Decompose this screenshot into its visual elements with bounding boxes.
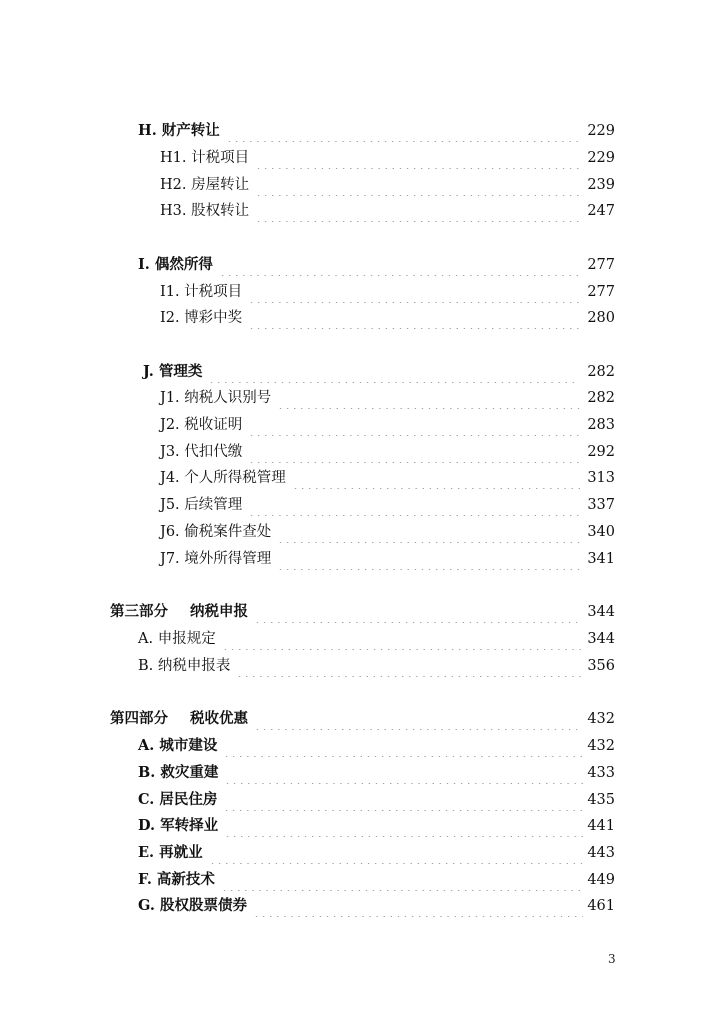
toc-entry-label: H2. 房屋转让: [160, 177, 250, 193]
toc-entry-label: A. 城市建设: [138, 737, 218, 754]
toc-entry[interactable]: [160, 548, 615, 570]
dot-leader: [277, 548, 583, 570]
toc-entry-subtitle: 税收优惠: [190, 710, 248, 727]
toc-entry-page: 449: [587, 872, 615, 888]
toc-entry-page: 432: [587, 738, 615, 754]
toc-entry-label: J1. 纳税人识别号: [160, 390, 272, 406]
toc-entry[interactable]: [138, 762, 615, 784]
toc-entry-label: F. 高新技术: [138, 871, 215, 888]
toc-entry[interactable]: [138, 735, 615, 757]
toc-entry[interactable]: [160, 467, 615, 489]
dot-leader: [248, 414, 583, 436]
dot-leader: [277, 521, 583, 543]
toc-entry-page: 341: [587, 551, 615, 567]
toc-entry-label: H3. 股权转让: [160, 203, 250, 219]
toc-entry-page: 432: [587, 711, 615, 727]
dot-leader: [209, 842, 584, 864]
toc-entry-label: I. 偶然所得: [138, 256, 213, 273]
dot-leader: [292, 467, 584, 489]
dot-leader: [223, 789, 583, 811]
toc-entry-page: 277: [587, 284, 615, 300]
toc-entry[interactable]: [138, 120, 615, 142]
toc-entry[interactable]: [110, 601, 615, 623]
dot-leader: [248, 281, 583, 303]
toc-entry-page: 433: [587, 765, 615, 781]
toc-entry-page: 435: [587, 792, 615, 808]
toc-entry-label: I2. 博彩中奖: [160, 310, 243, 326]
toc-entry-page: 229: [587, 150, 615, 166]
toc-entry-page: 229: [587, 123, 615, 139]
toc-entry[interactable]: [160, 441, 615, 463]
toc-entry-page: 280: [587, 310, 615, 326]
dot-leader: [255, 147, 583, 169]
dot-leader: [253, 895, 583, 917]
toc-entry[interactable]: [160, 494, 615, 516]
toc-entry-page: 356: [587, 658, 615, 674]
dot-leader: [208, 361, 575, 383]
toc-entry-label: I1. 计税项目: [160, 284, 243, 300]
toc-entry-label: 第三部分: [110, 603, 168, 620]
toc-entry[interactable]: [110, 708, 615, 730]
dot-leader: [248, 441, 583, 463]
toc-entry-label: D. 军转择业: [138, 817, 219, 834]
toc-entry-page: 340: [587, 524, 615, 540]
toc-entry-label: J2. 税收证明: [160, 417, 243, 433]
toc-entry[interactable]: [143, 361, 615, 383]
toc-entry[interactable]: [138, 815, 615, 837]
toc-entry-label: C. 居民住房: [138, 791, 218, 808]
toc-entry-label: B. 救灾重建: [138, 764, 219, 781]
dot-leader: [255, 174, 583, 196]
toc-entry-page: 461: [587, 898, 615, 914]
toc-entry-page: 247: [587, 203, 615, 219]
toc-entry[interactable]: [160, 147, 615, 169]
toc-entry-label: J6. 偷税案件查处: [160, 524, 272, 540]
toc-entry-page: 313: [587, 470, 615, 486]
toc-entry[interactable]: [138, 628, 615, 650]
toc-entry[interactable]: [138, 789, 615, 811]
toc-entry-page: 443: [587, 845, 615, 861]
toc-entry-page: 344: [587, 631, 615, 647]
dot-leader: [277, 387, 583, 409]
dot-leader: [255, 200, 583, 222]
dot-leader: [221, 869, 583, 891]
toc-entry[interactable]: [160, 387, 615, 409]
toc-entry-label: J5. 后续管理: [160, 497, 243, 513]
toc-entry[interactable]: [138, 655, 615, 677]
toc-entry[interactable]: [138, 895, 615, 917]
toc-entry-label: H. 财产转让: [138, 122, 220, 139]
dot-leader: [254, 601, 583, 623]
toc-entry-label: A. 申报规定: [138, 631, 216, 647]
dot-leader: [248, 494, 583, 516]
dot-leader: [224, 762, 583, 784]
toc-entry-page: 337: [587, 497, 615, 513]
dot-leader: [223, 735, 583, 757]
toc-entry[interactable]: [138, 842, 615, 864]
toc-entry-label: J7. 境外所得管理: [160, 551, 272, 567]
toc-entry-page: 282: [587, 364, 615, 380]
toc-entry-label: J4. 个人所得税管理: [160, 470, 286, 486]
dot-leader: [224, 815, 583, 837]
dot-leader: [248, 307, 583, 329]
toc-entry[interactable]: [138, 254, 615, 276]
toc-entry[interactable]: [160, 281, 615, 303]
toc-entry-page: 292: [587, 444, 615, 460]
toc-entry[interactable]: [160, 414, 615, 436]
toc-entry-label: 第四部分: [110, 710, 168, 727]
toc-entry-page: 277: [587, 257, 615, 273]
toc-entry-page: 441: [587, 818, 615, 834]
toc-entry[interactable]: [160, 200, 615, 222]
toc-entry[interactable]: [160, 307, 615, 329]
toc-entry-page: 344: [587, 604, 615, 620]
toc-entry-page: 283: [587, 417, 615, 433]
dot-leader: [254, 708, 583, 730]
dot-leader: [226, 120, 584, 142]
toc-entry-subtitle: 纳税申报: [190, 603, 248, 620]
dot-leader: [236, 655, 583, 677]
toc-entry-label: J3. 代扣代缴: [160, 444, 243, 460]
toc-entry[interactable]: [160, 174, 615, 196]
toc-entry-page: 239: [587, 177, 615, 193]
toc-entry[interactable]: [160, 521, 615, 543]
toc-entry-page: 282: [587, 390, 615, 406]
toc-entry-label: E. 再就业: [138, 844, 203, 861]
toc-entry-label: J. 管理类: [143, 363, 203, 380]
toc-entry-label: B. 纳税申报表: [138, 658, 231, 674]
page-number: 3: [608, 952, 616, 966]
dot-leader: [222, 628, 584, 650]
toc-entry[interactable]: [138, 869, 615, 891]
dot-leader: [219, 254, 583, 276]
toc-entry-label: H1. 计税项目: [160, 150, 250, 166]
toc-entry-label: G. 股权股票债券: [138, 897, 247, 914]
